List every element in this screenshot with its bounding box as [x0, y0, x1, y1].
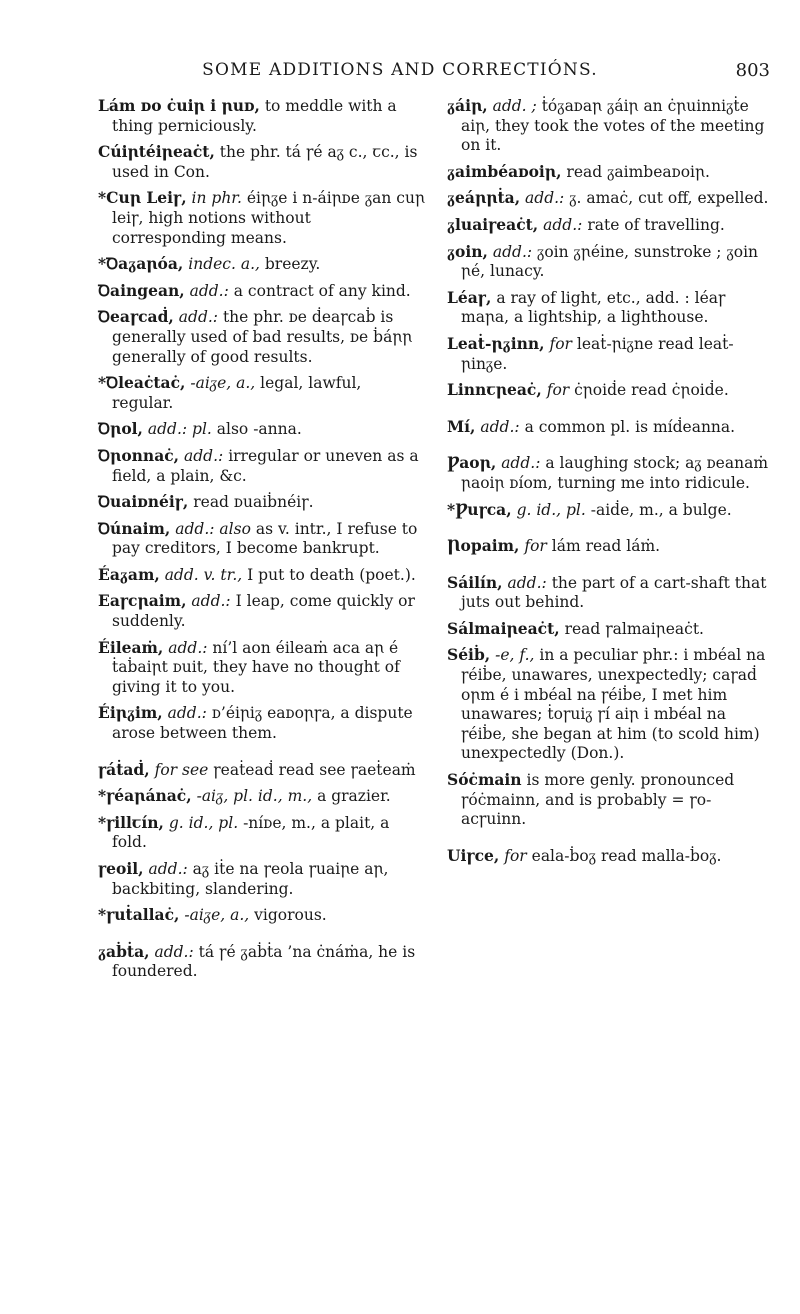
- left-column: [98, 96, 426, 988]
- entry-definition: I leap, come quickly or suddenly.: [112, 592, 415, 631]
- entry-grammar-note: add.:: [168, 638, 208, 657]
- entry-definition: ṫóᵹaᴅaꞃ ᵹáiꞃ an ċꞃuinniᵹṫe aiꞃ, they took the votes of the meeting on it.: [461, 97, 765, 155]
- entry-definition: éiꞃᵹe i n-áiꞃᴅe ᵹan cuꞃ leiꞅ, high notions without corresponding means.: [112, 189, 425, 247]
- entry-headword: *ꞅéaꞃánaċ,: [98, 786, 192, 806]
- entry-grammar-note: add.:: [189, 281, 229, 300]
- dictionary-entry: [98, 96, 426, 136]
- entry-headword: Éaᵹam,: [98, 564, 160, 584]
- entry-grammar-note: add.:: [191, 592, 231, 611]
- entry-headword: ᵹoin,: [447, 241, 488, 261]
- entry-definition: irregular or uneven as a field, a plain, &c.: [112, 446, 419, 485]
- entry-definition: the part of a cart-shaft that juts out behind.: [461, 573, 767, 612]
- entry-headword: Mí,: [447, 416, 476, 436]
- dictionary-entry: [98, 813, 426, 853]
- entry-definition: ꞅeaṫeaḋ read see ꞅaeṫeaṁ: [213, 760, 416, 779]
- entry-grammar-note: -aiᵹe, a.,: [190, 374, 256, 393]
- entry-headword: ꞅáṫaḋ,: [98, 759, 150, 779]
- entry-grammar-note: add.:: [178, 308, 219, 327]
- entry-grammar-note: add.:: [492, 242, 533, 261]
- entry-definition: legal, lawful, regular.: [112, 374, 362, 412]
- entry-headword: *ꞅillꞇín,: [98, 812, 164, 832]
- dictionary-entry: [98, 565, 426, 586]
- entry-grammar-note: add.:: [184, 446, 224, 465]
- entry-headword: *Cuꞃ Leiꞅ,: [98, 188, 187, 208]
- entry-grammar-note: add.:: [480, 417, 520, 436]
- entry-grammar-note: add. ;: [492, 97, 537, 115]
- dictionary-entry: [447, 242, 772, 282]
- entry-headword: Éiꞃᵹim,: [98, 703, 163, 723]
- dictionary-entry: [447, 453, 772, 493]
- entry-grammar-note: add.:: [501, 454, 541, 473]
- dictionary-entry: [98, 519, 426, 559]
- entry-grammar-note: add.:: [525, 189, 565, 208]
- page-header: [0, 60, 800, 86]
- entry-grammar-note: g. id., pl.: [516, 500, 586, 519]
- dictionary-entry: [98, 307, 426, 367]
- entry-headword: Cúiꞃtéiꞃeaċt,: [98, 142, 215, 162]
- dictionary-entry: [98, 703, 426, 743]
- entry-definition: leaṫ-ꞃiᵹne read leaṫ-ꞃinᵹe.: [461, 334, 734, 373]
- entry-grammar-note: add.: pl.: [147, 420, 212, 439]
- entry-headword: Ꝺꞃol,: [98, 419, 143, 439]
- entry-headword: Eaꞅcꞃaim,: [98, 591, 187, 611]
- entry-definition: is more genly. pronounced ꞅóċmainn, and is probably = ꞅo-acꞅuinn.: [461, 771, 735, 829]
- dictionary-entry: [447, 846, 772, 867]
- entry-definition: ᵹ. amaċ, cut off, expelled.: [569, 189, 769, 208]
- entry-headword: Sáilín,: [447, 572, 503, 592]
- entry-headword: ᵹluaiꞅeaċt,: [447, 214, 539, 234]
- entry-definition: a common pl. is míḋeanna.: [524, 417, 736, 436]
- entry-headword: Ꝺuaiᴅnéiꞅ,: [98, 492, 189, 512]
- dictionary-entry: [98, 142, 426, 182]
- dictionary-entry: [447, 215, 772, 236]
- entry-grammar-note: -aiᵹ, pl. id., m.,: [196, 787, 313, 806]
- entry-grammar-note: add.:: [543, 215, 583, 234]
- dictionary-entry: [98, 786, 426, 807]
- entry-definition: ᵹoin ᵹꞃéine, sunstroke ; ᵹoin ꞃé, lunacy.: [461, 242, 759, 281]
- dictionary-entry: [447, 417, 772, 438]
- dictionary-entry: [447, 288, 772, 328]
- dictionary-entry: [98, 859, 426, 899]
- dictionary-entry: [447, 96, 772, 156]
- entry-grammar-note: for: [549, 334, 572, 353]
- entry-grammar-note: in phr.: [191, 189, 242, 208]
- entry-definition: ᴅ’éiꞃiᵹ eaᴅoꞃꞅa, a dispute arose between them.: [112, 704, 413, 743]
- entry-definition: breezy.: [264, 255, 321, 274]
- entry-headword: Uiꞅce,: [447, 845, 500, 865]
- entry-grammar-note: add.:: [507, 573, 547, 592]
- entry-headword: Ƿaoꞃ,: [447, 453, 497, 473]
- dictionary-entry: [98, 254, 426, 275]
- entry-definition: aᵹ iṫe na ꞅeola ꞅuaiꞃe aꞃ, backbiting, slandering.: [112, 860, 389, 898]
- entry-definition: eala-ḃoᵹ read malla-ḃoᵹ.: [531, 846, 722, 865]
- entry-headword: Sálmaiꞃeaċt,: [447, 618, 560, 638]
- dictionary-entry: [98, 373, 426, 413]
- entry-headword: ᵹaimbéaᴅoiꞃ,: [447, 161, 562, 181]
- entry-definition: read ᴅuaiḃnéiꞅ.: [193, 493, 314, 512]
- entry-grammar-note: add.:: [167, 704, 207, 723]
- dictionary-entry: [98, 591, 426, 631]
- entry-definition: also -anna.: [216, 420, 302, 439]
- dictionary-entry: [447, 380, 772, 401]
- entry-headword: Ꞃopaim,: [447, 536, 520, 556]
- entry-definition: I put to death (poet.).: [247, 565, 416, 584]
- dictionary-entry: [98, 638, 426, 698]
- dictionary-entry: [98, 942, 426, 982]
- entry-definition: a laughing stock; aᵹ ᴅeanaṁ ꞃaoiꞃ ᴅíom, turning me into ridicule.: [461, 454, 769, 492]
- entry-definition: a grazier.: [317, 787, 391, 806]
- dictionary-entry: [447, 770, 772, 830]
- running-title: SOME ADDITIONS AND CORRECTIÓNS.: [202, 60, 598, 80]
- entry-definition: the phr. tá ꞅé aᵹ c., ꞇc., is used in Con.: [112, 143, 418, 181]
- entry-definition: read ꞅalmaiꞃeaċt.: [564, 619, 704, 638]
- entry-definition: ċꞃoiḋe read ċꞃoiḋe.: [574, 381, 729, 400]
- entry-grammar-note: g. id., pl.: [168, 813, 239, 832]
- entry-definition: a contract of any kind.: [233, 281, 411, 300]
- entry-grammar-note: add.:: [154, 942, 194, 961]
- entry-headword: Leaṫ-ꞃᵹinn,: [447, 333, 545, 353]
- dictionary-entry: [98, 419, 426, 440]
- entry-definition: as v. intr., I refuse to pay creditors, I become bankrupt.: [112, 519, 418, 558]
- entry-headword: Ꝺúnaim,: [98, 518, 171, 538]
- dictionary-entry: [98, 446, 426, 486]
- entry-headword: Éileaṁ,: [98, 637, 164, 657]
- entry-headword: ᵹáiꞃ,: [447, 96, 488, 115]
- page-number: 803: [735, 60, 770, 81]
- entry-definition: -aiḋe, m., a bulge.: [590, 500, 732, 519]
- entry-definition: ní’l aon éileaṁ aca aꞃ é ṫaḃaiꞃt ᴅuit, they have no thought of giving it to you.: [112, 638, 400, 696]
- entry-grammar-note: for: [546, 381, 570, 400]
- dictionary-entry: [447, 188, 772, 209]
- entry-headword: Ꝺeaꞅcaḋ,: [98, 307, 174, 327]
- entry-headword: Ꝺꞃonnaċ,: [98, 445, 180, 465]
- dictionary-entry: [447, 536, 772, 557]
- entry-grammar-note: add.: also: [175, 519, 251, 538]
- entry-grammar-note: -e, f.,: [495, 646, 535, 665]
- entry-headword: ᵹaḃṫa,: [98, 941, 150, 961]
- dictionary-entry: [447, 619, 772, 640]
- entry-headword: *Ƿuꞅca,: [447, 499, 512, 519]
- dictionary-entry: [447, 573, 772, 613]
- entry-headword: Léaꞅ,: [447, 287, 492, 307]
- entry-grammar-note: add.:: [148, 860, 188, 878]
- entry-headword: ꞅeoil,: [98, 859, 144, 878]
- entry-definition: the phr. ᴅe ḋeaꞅcaḃ is generally used of bad results, ᴅe ḃáꞃꞃ generally of good results.: [112, 308, 413, 366]
- entry-headword: Linnꞇꞃeaċ,: [447, 380, 542, 400]
- dictionary-entry: [98, 905, 426, 926]
- dictionary-entry: [98, 188, 426, 248]
- entry-headword: Sóċmain: [447, 770, 522, 790]
- dictionary-entry: [447, 645, 772, 764]
- entry-headword: *Ꝺaᵹaꞃóa,: [98, 254, 184, 274]
- entry-headword: Lám ᴅo ċuiꞃ i ꞃuᴅ,: [98, 96, 260, 115]
- entry-definition: to meddle with a thing perniciously.: [112, 97, 397, 135]
- entry-definition: read ᵹaimbeaᴅoiꞃ.: [566, 162, 710, 181]
- dictionary-entry: [447, 162, 772, 183]
- entry-grammar-note: for: [504, 846, 527, 865]
- right-column: [447, 96, 772, 872]
- entry-headword: *Ꝺleaċtaċ,: [98, 373, 186, 393]
- dictionary-entry: [447, 500, 772, 521]
- entry-grammar-note: for: [524, 537, 547, 556]
- entry-definition: in a peculiar phr.: i mbéal na ꞅéiḃe, unawares, unexpectedly; caꞅaḋ oꞃm é i mbéal na ꞅéiḃe, I met him unawares; ṫoꞅuiᵹ ꞅí aiꞃ i mbéal na ꞅéiḃe, she began at him (to scold him) unexpectedly (Don.).: [461, 646, 766, 763]
- dictionary-entry: [98, 760, 426, 781]
- dictionary-entry: [98, 492, 426, 513]
- dictionary-entry: [447, 334, 772, 374]
- entry-headword: ᵹeáꞃꞃṫa,: [447, 188, 521, 208]
- entry-definition: -níᴅe, m., a plait, a fold.: [112, 813, 390, 852]
- entry-definition: rate of travelling.: [587, 215, 725, 234]
- entry-definition: lám read láṁ.: [551, 537, 661, 556]
- entry-grammar-note: indec. a.,: [188, 255, 260, 274]
- entry-definition: vigorous.: [254, 906, 327, 925]
- entry-headword: *ꞅuṫallaċ,: [98, 905, 180, 925]
- entry-grammar-note: add. v. tr.,: [164, 565, 243, 584]
- entry-headword: Ꝺaingean,: [98, 280, 185, 300]
- entry-definition: tá ꞅé ᵹaḃṫa ’na ċnáṁa, he is foundered.: [112, 942, 416, 981]
- entry-definition: a ray of light, etc., add. : léaꞅ maꞃa, a lightship, a lighthouse.: [461, 288, 726, 327]
- entry-grammar-note: -aiᵹe, a.,: [184, 906, 250, 925]
- dictionary-entry: [98, 281, 426, 302]
- entry-grammar-note: for see: [154, 760, 209, 779]
- entry-headword: Séiḃ,: [447, 645, 491, 665]
